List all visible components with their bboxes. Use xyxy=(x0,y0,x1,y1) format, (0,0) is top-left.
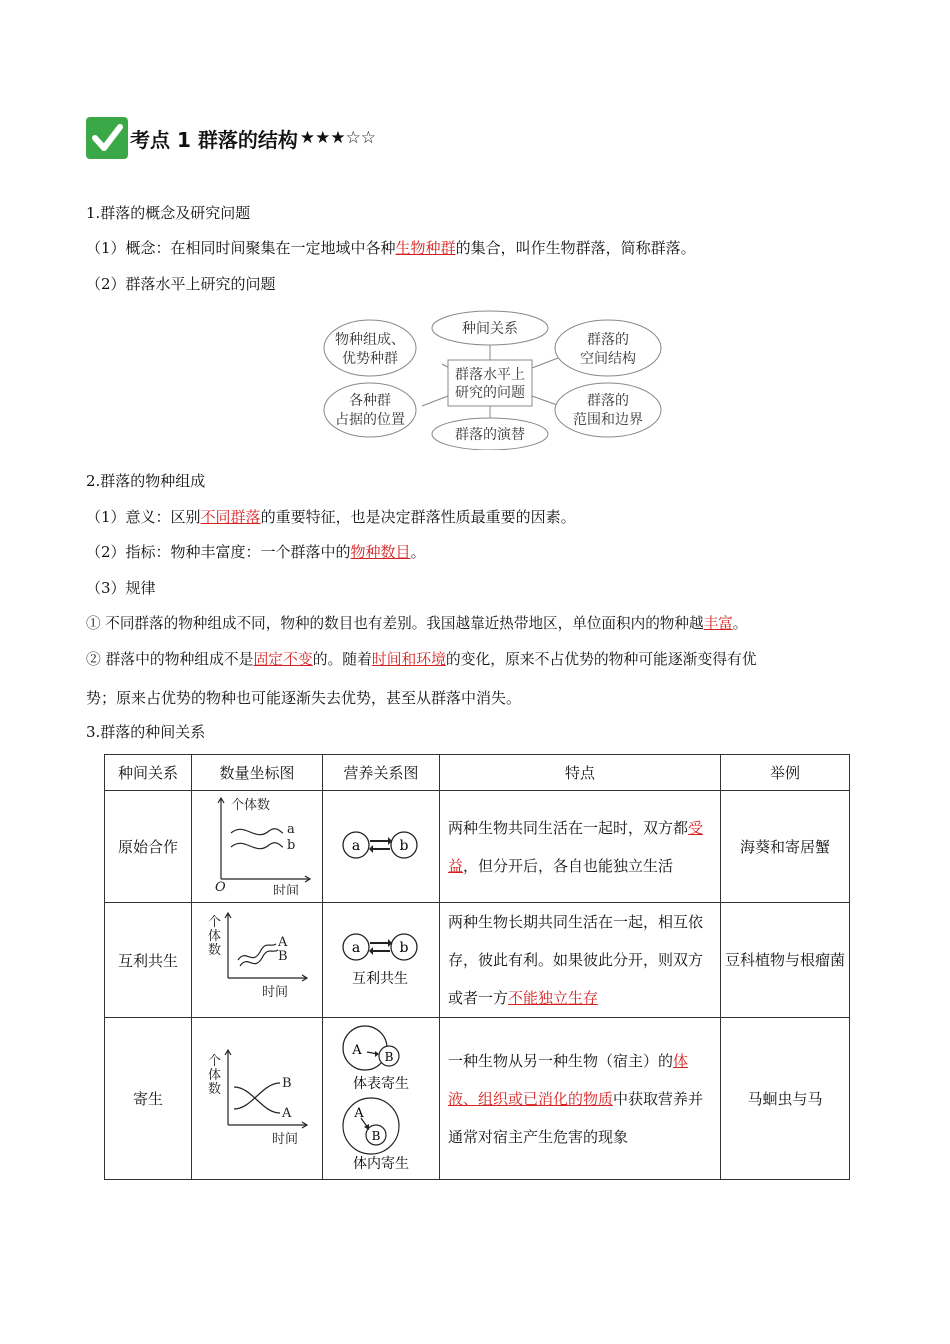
endo-label: 体内寄生 xyxy=(353,1155,409,1172)
chart-xlabel: 时间 xyxy=(272,1131,299,1147)
node-composition-2: 优势种群 xyxy=(342,351,398,367)
nutrition-diagram xyxy=(331,1022,431,1172)
sec1-heading: 1.群落的概念及研究问题 xyxy=(86,204,251,222)
node-spatial-1: 群落的 xyxy=(587,332,629,348)
checkmark-icon xyxy=(86,117,128,159)
chart-ylabel: 个体数 xyxy=(231,797,271,813)
nutrition-diagram-cell xyxy=(323,791,440,903)
node-interspecific: 种间关系 xyxy=(462,321,518,337)
page-title: 考点 1 群落的结构 xyxy=(130,127,298,152)
table-header: 种间关系 xyxy=(105,755,192,791)
feature-text: 一种生物从另一种生物（宿主）的体液、组织或已消化的物质中获取营养并通常对宿主产生危害的现象 xyxy=(440,1018,721,1180)
rule2-line: ② 群落中的物种组成不是固定不变的。随着时间和环境的变化，原来不占优势的物种可能逐渐变得有优 xyxy=(86,651,757,668)
table-header: 特点 xyxy=(440,755,721,791)
example-text: 马蛔虫与马 xyxy=(721,1018,850,1180)
sec2-heading: 2.群落的物种组成 xyxy=(86,472,206,490)
meaning-line: （1）意义：区别不同群落的重要特征，也是决定群落性质最重要的因素。 xyxy=(86,508,576,526)
relation-name: 原始合作 xyxy=(105,791,192,903)
chart-ylabel: 个 xyxy=(208,1053,222,1069)
table-header: 数量坐标图 xyxy=(192,755,323,791)
series-a-label: a xyxy=(287,821,295,837)
nutrition-diagram-cell xyxy=(323,1018,440,1180)
table-header-row xyxy=(105,755,850,791)
relation-name: 寄生 xyxy=(105,1018,192,1180)
nutrition-diagram xyxy=(336,925,426,991)
example-text: 海葵和寄居蟹 xyxy=(721,791,850,903)
series-a-label: A xyxy=(278,935,288,950)
chart-xlabel: 时间 xyxy=(262,985,289,1000)
node-succession: 群落的演替 xyxy=(455,427,525,443)
nutrition-diagram xyxy=(336,820,426,870)
population-chart-cell xyxy=(192,791,323,903)
table-header: 举例 xyxy=(721,755,850,791)
rule-line: （3）规律 xyxy=(86,579,156,597)
organism-b: b xyxy=(399,940,409,956)
node-boundary-2: 范围和边界 xyxy=(573,412,643,428)
node-spatial-2: 空间结构 xyxy=(580,351,636,367)
index-line: （2）指标：物种丰富度：一个群落中的物种数目。 xyxy=(86,543,426,561)
table-row xyxy=(105,791,850,903)
table-row xyxy=(105,903,850,1018)
feature-text: 两种生物长期共同生活在一起，相互依存，彼此有利。如果彼此分开，则双方或者一方不能独立生存 xyxy=(440,903,721,1018)
concept-line: （1）概念：在相同时间聚集在一定地域中各种生物种群的集合，叫作生物群落，简称群落。 xyxy=(86,239,696,257)
research-issues-diagram xyxy=(318,308,666,450)
population-chart xyxy=(197,795,317,895)
population-chart xyxy=(202,908,312,1008)
host-label: A xyxy=(352,1042,362,1058)
population-chart xyxy=(202,1037,312,1157)
feature-text: 两种生物共同生活在一起时，双方都受益，但分开后，各自也能独立生活 xyxy=(440,791,721,903)
node-position-2: 占据的位置 xyxy=(335,412,405,428)
table-row xyxy=(105,1018,850,1180)
series-b-label: b xyxy=(287,837,296,853)
rule1-line: ① 不同群落的物种组成不同，物种的数目也有差别。我国越靠近热带地区，单位面积内的物种越丰富。 xyxy=(86,615,748,632)
node-position-1: 各种群 xyxy=(349,393,391,409)
chart-ylabel: 体 xyxy=(208,1067,222,1083)
parasite-label: B xyxy=(384,1049,394,1064)
section-title xyxy=(86,116,376,160)
population-chart-cell xyxy=(192,1018,323,1180)
chart-origin: O xyxy=(215,879,226,895)
center-line2: 研究的问题 xyxy=(455,385,525,401)
population-chart-cell xyxy=(192,903,323,1018)
rule2-line-cont: 势；原来占优势的物种也可能逐渐失去优势，甚至从群落中消失。 xyxy=(86,689,522,707)
organism-a: a xyxy=(351,940,361,956)
organism-a: a xyxy=(351,837,361,854)
interspecific-table xyxy=(104,754,850,1180)
node-composition-1: 物种组成、 xyxy=(335,332,405,348)
relation-name: 互利共生 xyxy=(105,903,192,1018)
series-b-label: B xyxy=(278,949,288,964)
chart-ylabel: 数 xyxy=(208,1081,222,1097)
issue-line: （2）群落水平上研究的问题 xyxy=(86,275,276,293)
ecto-label: 体表寄生 xyxy=(353,1075,409,1092)
host-label: A xyxy=(354,1105,364,1121)
parasite-label: B xyxy=(371,1128,381,1143)
center-line1: 群落水平上 xyxy=(455,367,525,383)
chart-xlabel: 时间 xyxy=(273,883,300,895)
example-text: 豆科植物与根瘤菌 xyxy=(721,903,850,1018)
organism-b: b xyxy=(399,837,409,854)
sec3-heading: 3.群落的种间关系 xyxy=(86,723,206,741)
chart-ylabel: 体 xyxy=(208,929,222,944)
table-header: 营养关系图 xyxy=(323,755,440,791)
chart-ylabel: 个 xyxy=(208,915,222,930)
nutrition-label: 互利共生 xyxy=(352,971,408,987)
series-a-label: A xyxy=(282,1105,292,1121)
series-b-label: B xyxy=(282,1075,292,1091)
nutrition-diagram-cell xyxy=(323,903,440,1018)
chart-ylabel: 数 xyxy=(208,943,222,958)
node-boundary-1: 群落的 xyxy=(587,393,629,409)
difficulty-stars: ★★★☆☆ xyxy=(299,128,377,148)
